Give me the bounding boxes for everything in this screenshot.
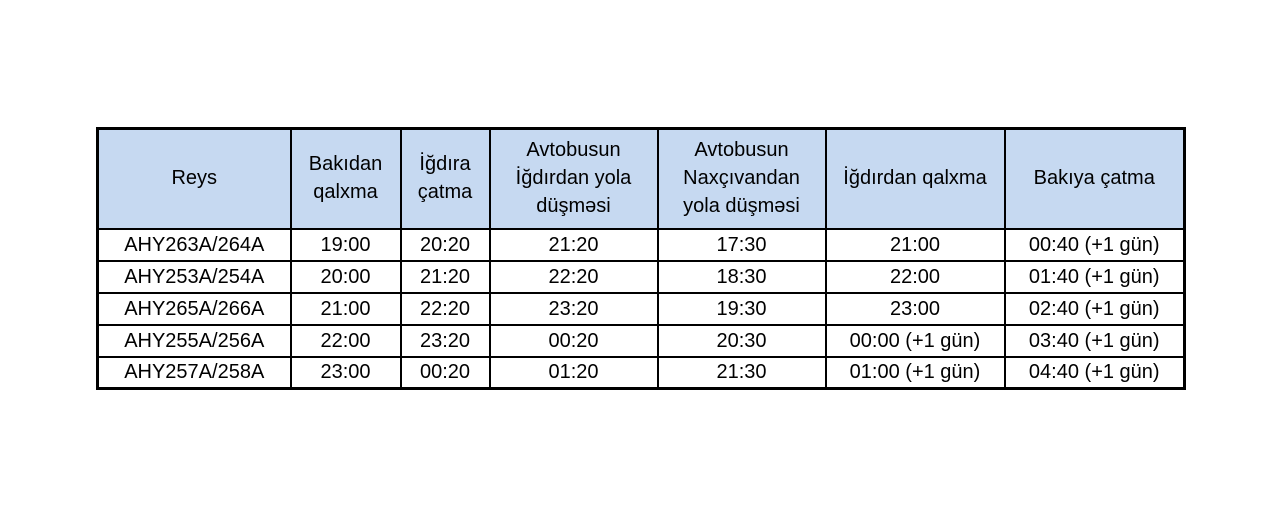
cell-time: 00:20: [401, 357, 490, 389]
cell-time: 17:30: [658, 229, 826, 261]
cell-flight-number: AHY253A/254A: [98, 261, 291, 293]
header-cell-reys: Reys: [98, 129, 291, 229]
cell-time: 21:20: [490, 229, 658, 261]
cell-time: 22:00: [291, 325, 401, 357]
cell-time: 23:00: [826, 293, 1005, 325]
header-cell-avtobus-naxcivandan: Avtobusun Naxçıvandan yola düşməsi: [658, 129, 826, 229]
cell-time: 00:20: [490, 325, 658, 357]
cell-time: 03:40 (+1 gün): [1005, 325, 1185, 357]
table-row: [98, 229, 1185, 261]
cell-time: 20:20: [401, 229, 490, 261]
cell-time: 21:30: [658, 357, 826, 389]
header-cell-bakidan-qalxma: Bakıdan qalxma: [291, 129, 401, 229]
cell-time: 01:40 (+1 gün): [1005, 261, 1185, 293]
cell-time: 18:30: [658, 261, 826, 293]
cell-flight-number: AHY257A/258A: [98, 357, 291, 389]
cell-time: 20:00: [291, 261, 401, 293]
cell-time: 00:00 (+1 gün): [826, 325, 1005, 357]
header-cell-avtobus-igdirdan: Avtobusun İğdırdan yola düşməsi: [490, 129, 658, 229]
cell-time: 19:30: [658, 293, 826, 325]
cell-flight-number: AHY255A/256A: [98, 325, 291, 357]
header-cell-bakiya-catma: Bakıya çatma: [1005, 129, 1185, 229]
cell-flight-number: AHY265A/266A: [98, 293, 291, 325]
cell-time: 02:40 (+1 gün): [1005, 293, 1185, 325]
header-cell-igdira-catma: İğdıra çatma: [401, 129, 490, 229]
cell-time: 23:20: [490, 293, 658, 325]
cell-time: 01:20: [490, 357, 658, 389]
cell-time: 00:40 (+1 gün): [1005, 229, 1185, 261]
header-cell-igdirdan-qalxma: İğdırdan qalxma: [826, 129, 1005, 229]
cell-time: 23:20: [401, 325, 490, 357]
cell-flight-number: AHY263A/264A: [98, 229, 291, 261]
cell-time: 19:00: [291, 229, 401, 261]
table-row: [98, 293, 1185, 325]
cell-time: 22:20: [401, 293, 490, 325]
cell-time: 22:20: [490, 261, 658, 293]
cell-time: 21:00: [291, 293, 401, 325]
cell-time: 21:00: [826, 229, 1005, 261]
flight-bus-schedule-table: [96, 127, 1186, 390]
cell-time: 23:00: [291, 357, 401, 389]
table-row: [98, 261, 1185, 293]
cell-time: 20:30: [658, 325, 826, 357]
table-row: [98, 325, 1185, 357]
table-row: [98, 357, 1185, 389]
cell-time: 01:00 (+1 gün): [826, 357, 1005, 389]
header-row: [98, 129, 1185, 229]
cell-time: 04:40 (+1 gün): [1005, 357, 1185, 389]
cell-time: 22:00: [826, 261, 1005, 293]
cell-time: 21:20: [401, 261, 490, 293]
